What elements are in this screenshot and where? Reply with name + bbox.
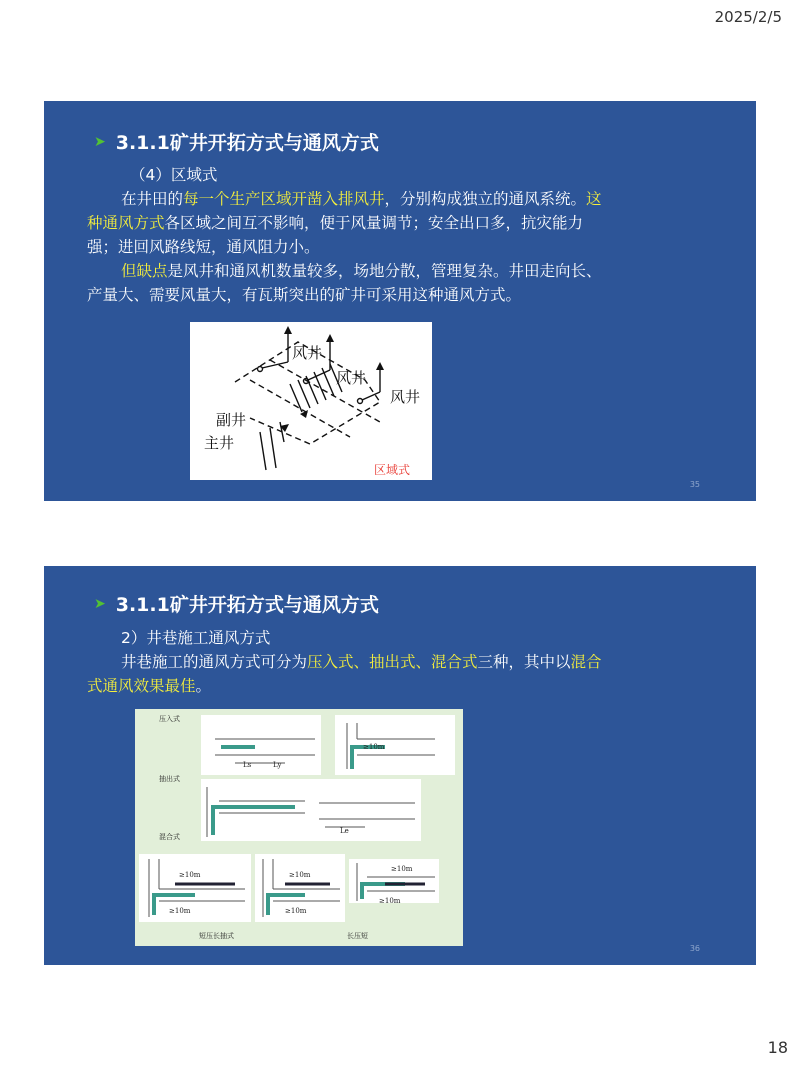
- highlight-text: 混合式通风效果最佳: [87, 653, 602, 695]
- slide-title: [94, 590, 379, 617]
- dim-10m: ≥10m: [285, 907, 307, 915]
- label-main-shaft: 主井: [204, 434, 235, 452]
- subheading: （4）区域式: [130, 166, 218, 184]
- slide-title: [94, 128, 379, 155]
- slide-number: 36: [689, 944, 700, 953]
- caption-short-forced-long-exhaust: 短压长抽式: [199, 932, 234, 940]
- highlight-text: 每一个生产区域开凿入排风井: [183, 190, 385, 208]
- dim-ly: Ly: [273, 761, 282, 769]
- slide-36: [44, 566, 756, 965]
- arrow-bullet-icon: ➤: [94, 133, 106, 150]
- slide-number: 35: [689, 480, 700, 489]
- highlight-text: 但缺点: [121, 262, 168, 280]
- label-air-shaft-3: 风井: [390, 388, 421, 406]
- dim-ls: Ls: [243, 761, 252, 769]
- paragraph: 井巷施工的通风方式可分为压入式、抽出式、混合式三种，其中以混合式通风效果最佳。: [87, 653, 602, 695]
- label-mixed: 混合式: [159, 833, 180, 841]
- label-auxiliary-shaft: 副井: [216, 411, 247, 429]
- label-air-shaft-1: 风井: [292, 344, 323, 362]
- slide-body: [87, 163, 607, 307]
- slide-title-text: 3.1.1矿井开拓方式与通风方式: [115, 594, 379, 616]
- dim-10m: ≥10m: [179, 871, 201, 879]
- paragraph: 在井田的每一个生产区域开凿入排风井，分别构成独立的通风系统。这种通风方式各区域之间互不影响，便于风量调节；安全出口多，抗灾能力强；进回风路线短，通风阻力小。: [87, 190, 602, 256]
- figure-caption: 区域式: [374, 463, 411, 477]
- label-forced: 压入式: [159, 715, 180, 723]
- dim-10m: ≥10m: [379, 897, 401, 905]
- paragraph: 但缺点是风井和通风机数量较多，场地分散，管理复杂。井田走向长、产量大、需要风量大，有瓦斯突出的矿井可采用这种通风方式。: [87, 262, 602, 304]
- slide-35: [44, 101, 756, 501]
- dim-10m: ≥10m: [391, 865, 413, 873]
- dim-10m: ≥10m: [169, 907, 191, 915]
- subheading: 2）井巷施工通风方式: [121, 629, 271, 647]
- slide-body: [87, 626, 607, 698]
- highlight-text: 压入式、抽出式、混合式: [307, 653, 478, 671]
- slide-title-text: 3.1.1矿井开拓方式与通风方式: [115, 132, 379, 154]
- label-exhaust: 抽出式: [159, 775, 180, 783]
- dim-10m: ≥10m: [363, 743, 385, 751]
- print-date: 2025/2/5: [714, 8, 782, 26]
- page-number: 18: [767, 1038, 788, 1057]
- arrow-bullet-icon: ➤: [94, 595, 106, 612]
- label-air-shaft-2: 风井: [336, 369, 367, 387]
- caption-long-forced-short: 长压短: [347, 932, 368, 940]
- tunnel-ventilation-diagram: [135, 709, 463, 946]
- dim-10m: ≥10m: [289, 871, 311, 879]
- regional-ventilation-diagram: [190, 322, 432, 480]
- highlight-text: 这种通风方式: [87, 190, 602, 232]
- dim-le: Le: [340, 827, 349, 835]
